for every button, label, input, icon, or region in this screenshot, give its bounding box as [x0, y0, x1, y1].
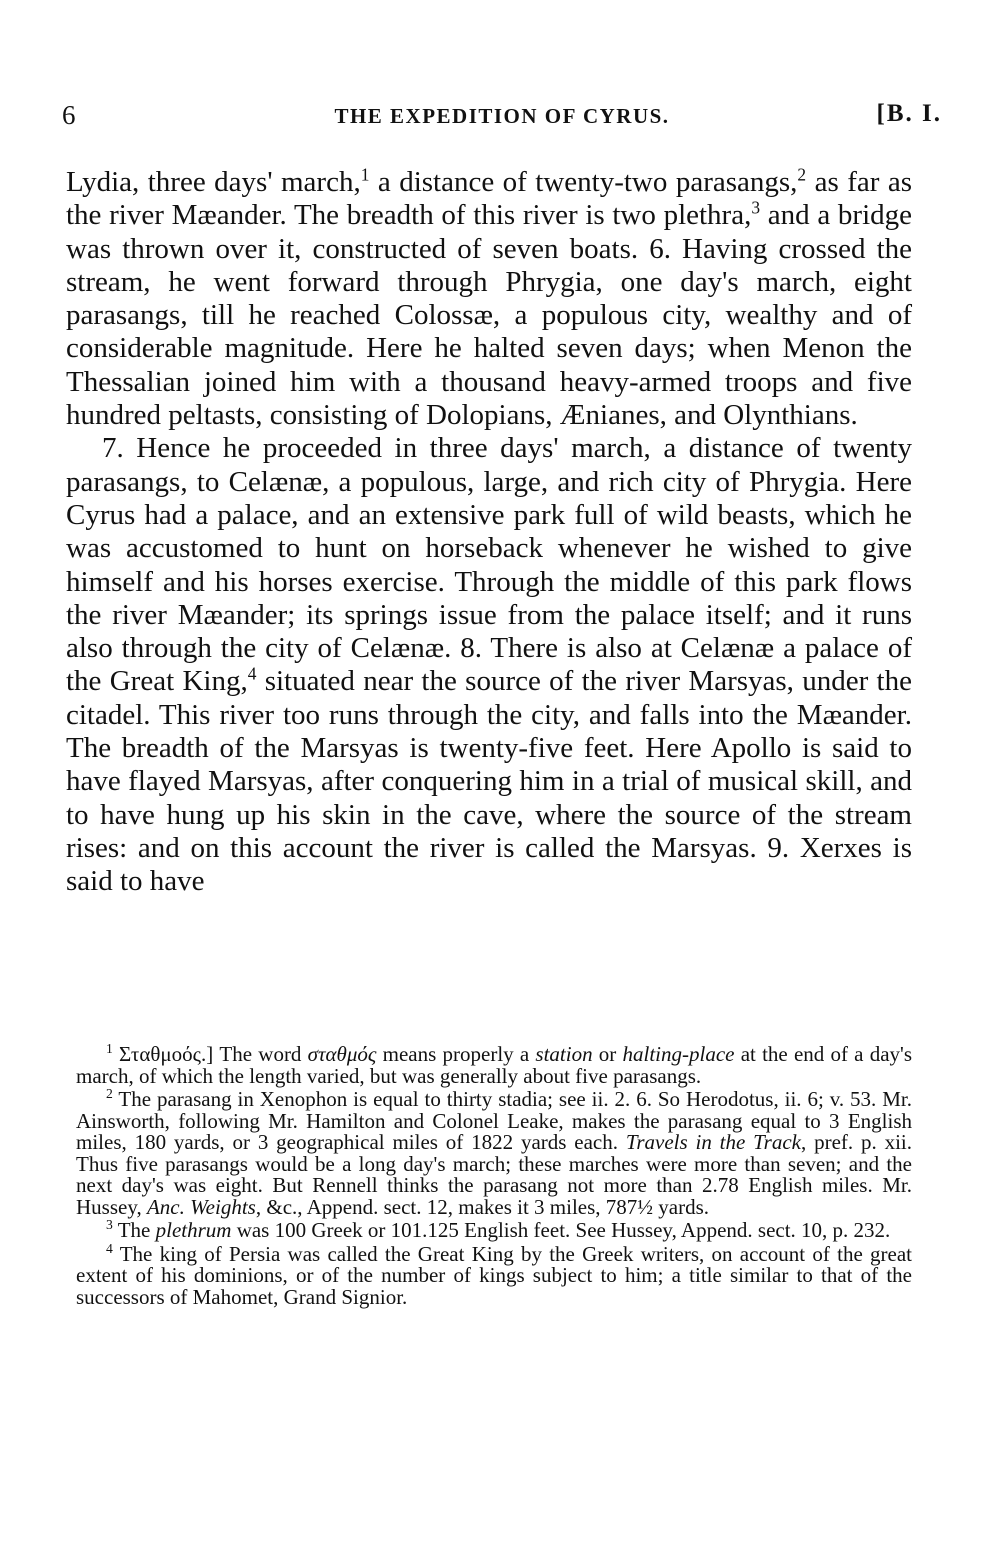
footnote-reference: 3: [751, 197, 761, 218]
text-run: , pref. p. xii. Thus five parasangs would be a long day's march; these marches were more than seven; and the next day's was eight. But Rennell thinks the parasang not more than 2.78 English miles. Mr. Hussey,: [76, 1130, 912, 1219]
footnote-number: 2: [106, 1086, 113, 1101]
italic-text: Anc. Weights: [146, 1194, 256, 1219]
footnotes: [76, 1041, 912, 1310]
page-number: 6: [62, 100, 76, 130]
text-run: was 100 Greek or 101.125 English feet. See Hussey, Append. sect. 10, p. 232.: [231, 1218, 891, 1242]
text-run: means properly a: [376, 1042, 536, 1066]
text-run: and a bridge was thrown over it, constructed of seven boats. 6. Having crossed the stream, he went forward through Phrygia, one day's march, eight parasangs, till he reached Colossæ, a populous city, wealthy and of considerable magnitude. Here he halted seven days; when Menon the Thessalian joined him with a thousand heavy-armed troops and five hundred peltasts, consisting of Dolopians, Ænianes, and Olynthians.: [66, 199, 912, 432]
text-run: , &c., Append. sect. 12, makes it 3 miles, 787½ yards.: [255, 1194, 710, 1219]
footnote: [76, 1217, 912, 1242]
text-run: or: [592, 1042, 623, 1066]
italic-text: σταθμός: [307, 1042, 377, 1066]
text-run: at the end of a day's march, of which the length varied, but was generally about five parasangs.: [76, 1042, 912, 1088]
text-run: The king of Persia was called the Great King by the Greek writers, on account of the great extent of his dominions, or of the number of kings subject to him; a title similar to that of the successors of Mahomet, Grand Signior.: [76, 1241, 912, 1309]
footnote-reference: 2: [797, 164, 807, 185]
main-text: [66, 166, 912, 899]
italic-text: plethrum: [155, 1218, 232, 1242]
paragraph: [66, 432, 912, 898]
book-section-mark: [B. I.: [876, 100, 942, 127]
running-title: THE EXPEDITION OF CYRUS.: [334, 104, 670, 128]
text-run: situated near the source of the river Marsyas, under the citadel. This river too runs through the city, and falls into the Mæander. The breadth of the Marsyas is twenty-five feet. Here Apollo is said to have flayed Marsyas, after conquering him in a trial of musical skill, and to have hung up his skin in the cave, where the source of the stream rises: and on this account the river is called the Marsyas. 9. Xerxes is said to have: [66, 665, 912, 898]
text-run: Lydia, three days' march,: [66, 166, 361, 198]
footnote: [76, 1041, 912, 1088]
footnote-reference: 1: [360, 164, 370, 185]
footnote-reference: 4: [247, 663, 257, 684]
text-run: 7. Hence he proceeded in three days' march, a distance of twenty parasangs, to Celænæ, a populous, large, and rich city of Phrygia. Here Cyrus had a palace, and an extensive park full of wild beasts, which he was accustomed to hunt on horseback whenever he wished to give himself and his horses exercise. Through the middle of this park flows the river Mæander; its springs issue from the palace itself; and it runs also through the city of Celænæ. 8. There is also at Celænæ a palace of the Great King,: [66, 432, 912, 698]
running-header: [62, 100, 942, 136]
footnote: [76, 1086, 912, 1219]
italic-text: station: [535, 1042, 593, 1066]
text-run: as far as the river Mæander. The breadth of this river is two plethra,: [66, 166, 912, 232]
paragraph: [66, 166, 912, 432]
text-run: Σταθμοός.] The word: [112, 1042, 308, 1066]
italic-text: halting-place: [622, 1042, 735, 1066]
text-run: The parasang in Xenophon is equal to thirty stadia; see ii. 2. 6. So Herodotus, ii. 6; v. 53. Mr. Ainsworth, following Mr. Hamilton and Colonel Leake, makes the parasang equal to 3 English miles, 180 yards, or 3 geographical miles of 1822 yards each.: [76, 1087, 912, 1154]
text-run: The: [112, 1218, 156, 1242]
footnote-number: 4: [106, 1240, 113, 1256]
footnote-number: 1: [106, 1041, 113, 1056]
footnote-number: 3: [106, 1217, 113, 1232]
text-run: a distance of twenty-two parasangs,: [369, 166, 798, 198]
footnote: [76, 1240, 912, 1309]
italic-text: Travels in the Track: [625, 1130, 801, 1154]
